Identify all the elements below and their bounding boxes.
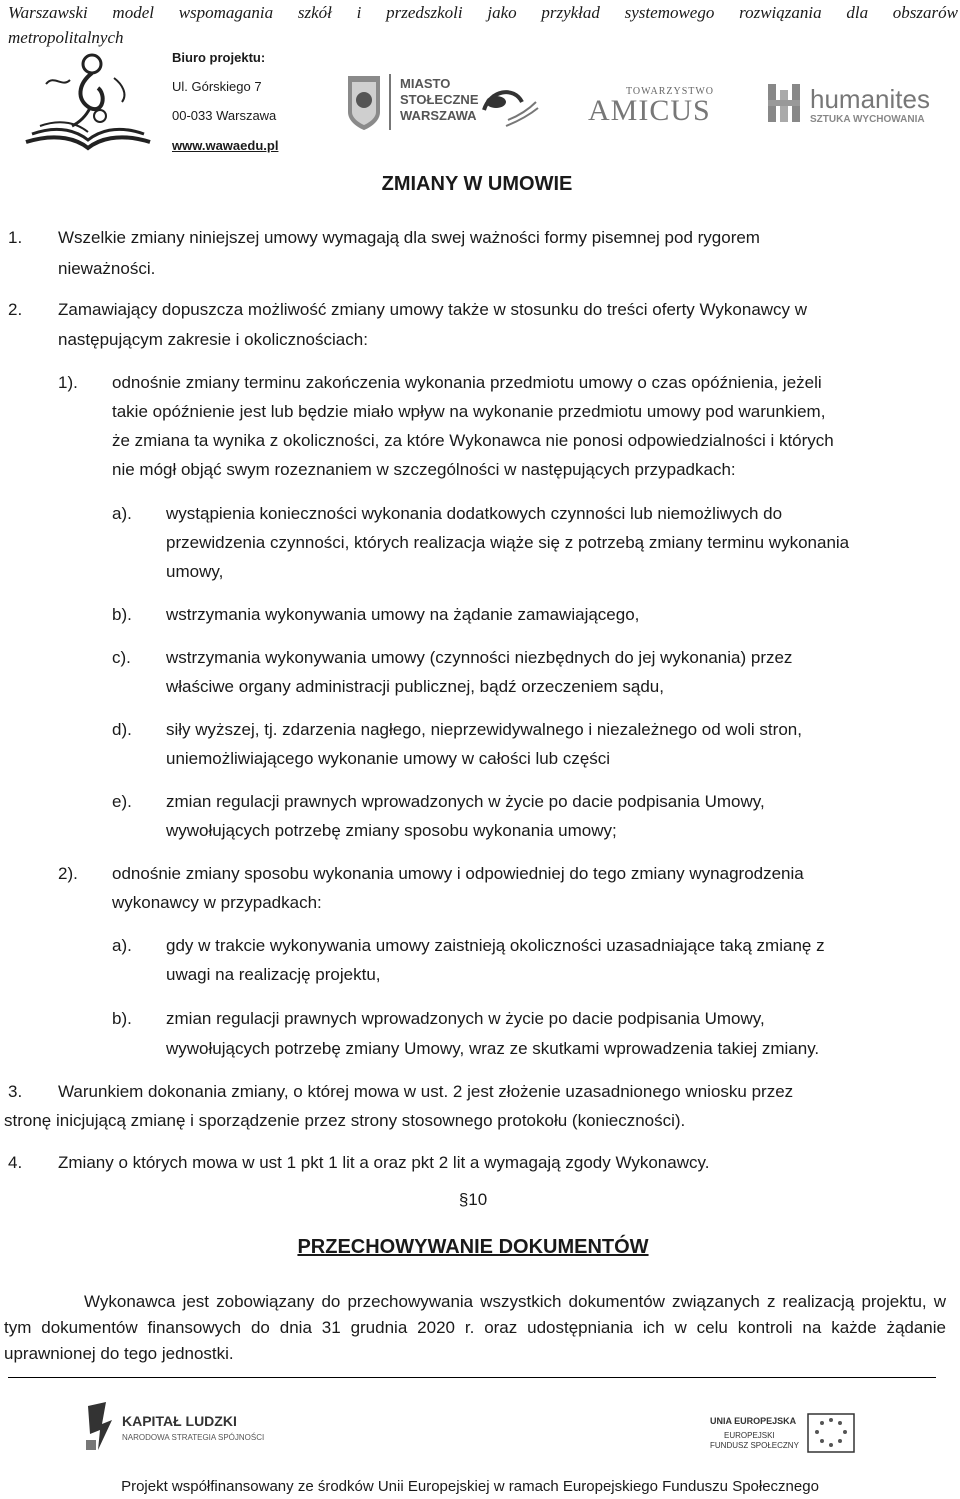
ue-logo-line3: FUNDUSZ SPOŁECZNY	[710, 1441, 799, 1450]
project-title-line1: Warszawski model wspomagania szkół i przedszkoli jako przykład systemowego rozwiązania dla obszarów	[8, 3, 958, 22]
subitem-2-number: 2).	[58, 864, 78, 883]
item-2-line2: następującym zakresie i okolicznościach:	[58, 330, 368, 349]
amicus-logo-big: AMICUS	[588, 94, 711, 127]
letter-line: uniemożliwiającego wykonanie umowy w całości lub części	[166, 749, 611, 768]
city-logo-line1: MIASTO	[400, 76, 451, 91]
letter-label: c).	[112, 648, 131, 667]
letter-label: b).	[112, 605, 132, 624]
letter-label: a).	[112, 936, 132, 955]
item-2-line1: Zamawiający dopuszcza możliwość zmiany umowy także w stosunku do treści oferty Wykonawcy w	[58, 300, 808, 319]
office-street: Ul. Górskiego 7	[172, 79, 262, 94]
subitem-1-number: 1).	[58, 373, 78, 392]
subitem-1-line: odnośnie zmiany terminu zakończenia wykonania przedmiotu umowy o czas opóźnienia, jeżeli	[112, 373, 822, 392]
subitem-1-line: takie opóźnienie jest lub będzie miało wpływ na wykonanie przedmiotu umowy pod warunkiem,	[112, 402, 826, 421]
ue-logo-line2: EUROPEJSKI	[724, 1431, 775, 1440]
letter-line: właściwe organy administracji publicznej, bądź orzeczeniem sądu,	[166, 677, 664, 696]
section2-title: PRZECHOWYWANIE DOKUMENTÓW	[297, 1236, 649, 1258]
letter-line: siły wyższej, tj. zdarzenia nagłego, nieprzewidywalnego i niezależnego od woli stron,	[166, 720, 802, 739]
letter-line: gdy w trakcie wykonywania umowy zaistnieją okoliczności uzasadniające taką zmianę z	[166, 936, 825, 955]
subitem-2-line: wykonawcy w przypadkach:	[112, 893, 322, 912]
letter-line: zmian regulacji prawnych wprowadzonych w życie po dacie podpisania Umowy,	[166, 792, 765, 811]
letter-label: a).	[112, 504, 132, 523]
item-1-number: 1.	[8, 228, 23, 247]
letter-line: wywołujących potrzebę zmiany Umowy, wraz ze skutkami wprowadzenia takiej zmiany.	[166, 1039, 820, 1058]
item-3-number: 3.	[8, 1082, 23, 1101]
item-4-line1: Zmiany o których mowa w ust 1 pkt 1 lit a oraz pkt 2 lit a wymagają zgody Wykonawcy.	[58, 1153, 710, 1172]
item-1-line2: nieważności.	[58, 259, 156, 278]
item-3-line2: stronę inicjującą zmianę i sporządzenie przez strony stosownego protokołu (konieczności).	[4, 1111, 686, 1130]
letter-label: e).	[112, 792, 132, 811]
letter-line: przewidzenia czynności, których realizacja wiąże się z potrzebą zmiany terminu wykonania	[166, 533, 850, 552]
section2-body: Wykonawca jest zobowiązany do przechowywania wszystkich dokumentów związanych z realizacją projektu, w tym dokumentów finansowych do dnia 31 grudnia 2020 r. oraz udostępniania ich w celu kontroli na każde żądanie uprawnionej do tego jednostki.	[4, 1292, 946, 1363]
letter-label: b).	[112, 1009, 132, 1028]
cofinance-note: Projekt współfinansowany ze środków Unii Europejskiej w ramach Europejskiego Funduszu Społecznego	[121, 1478, 819, 1495]
amicus-logo	[586, 80, 752, 126]
letter-line: uwagi na realizację projektu,	[166, 965, 381, 984]
eu-logo	[708, 1412, 858, 1458]
humanites-logo	[766, 78, 950, 128]
subitem-2-line: odnośnie zmiany sposobu wykonania umowy i odpowiedniej do tego zmiany wynagrodzenia	[112, 864, 804, 883]
kl-logo-line1: KAPITAŁ LUDZKI	[122, 1413, 237, 1429]
amicus-logo-small: TOWARZYSTWO	[626, 86, 715, 97]
ue-logo-line1: UNIA EUROPEJSKA	[710, 1416, 797, 1426]
letter-line: wstrzymania wykonywania umowy na żądanie zamawiającego,	[166, 605, 640, 624]
letter-line: wywołujących potrzebę zmiany sposobu wykonania umowy;	[166, 821, 617, 840]
humanites-logo-small: SZTUKA WYCHOWANIA	[810, 114, 925, 125]
kl-logo-line2: NARODOWA STRATEGIA SPÓJNOŚCI	[122, 1433, 265, 1442]
item-1-line1: Wszelkie zmiany niniejszej umowy wymagają dla swej ważności formy pisemnej pod rygorem	[58, 228, 760, 247]
partner-emblem-logo	[478, 80, 542, 130]
paragraph-sign: §10	[458, 1190, 488, 1209]
section-title	[0, 173, 960, 196]
item-4-number: 4.	[8, 1153, 23, 1172]
city-logo-line2: STOŁECZNE	[400, 92, 479, 107]
letter-line: wystąpienia konieczności wykonania dodatkowych czynności lub niemożliwych do	[166, 504, 783, 523]
item-2-number: 2.	[8, 300, 23, 319]
city-logo-line3: WARSZAWA	[400, 108, 477, 123]
project-book-logo	[18, 44, 158, 156]
office-city: 00-033 Warszawa	[172, 108, 277, 123]
subitem-1-line: że zmiana ta wynika z okoliczności, za które Wykonawca nie ponosi odpowiedzialności i których	[112, 431, 834, 450]
footer-divider	[8, 1377, 936, 1378]
office-url-link[interactable]: www.wawaedu.pl	[172, 138, 279, 153]
city-warsaw-logo	[340, 68, 479, 134]
section-title-text: ZMIANY W UMOWIE	[381, 173, 573, 195]
letter-label: d).	[112, 720, 132, 739]
letter-line: zmian regulacji prawnych wprowadzonych w życie po dacie podpisania Umowy,	[166, 1009, 765, 1028]
letter-line: umowy,	[166, 562, 224, 581]
subitem-1-line: nie mógł objąć swym rozeznaniem w szczególności w następujących przypadkach:	[112, 460, 736, 479]
project-title-line2: metropolitalnych	[8, 28, 124, 47]
item-3-line1: Warunkiem dokonania zmiany, o której mowa w ust. 2 jest złożenie uzasadnionego wniosku przez	[58, 1082, 794, 1101]
office-label: Biuro projektu:	[172, 50, 266, 65]
letter-line: wstrzymania wykonywania umowy (czynności niezbędnych do jej wykonania) przez	[166, 648, 793, 667]
humanites-logo-big: humanites	[810, 84, 930, 114]
kapital-ludzki-logo	[84, 1400, 265, 1456]
